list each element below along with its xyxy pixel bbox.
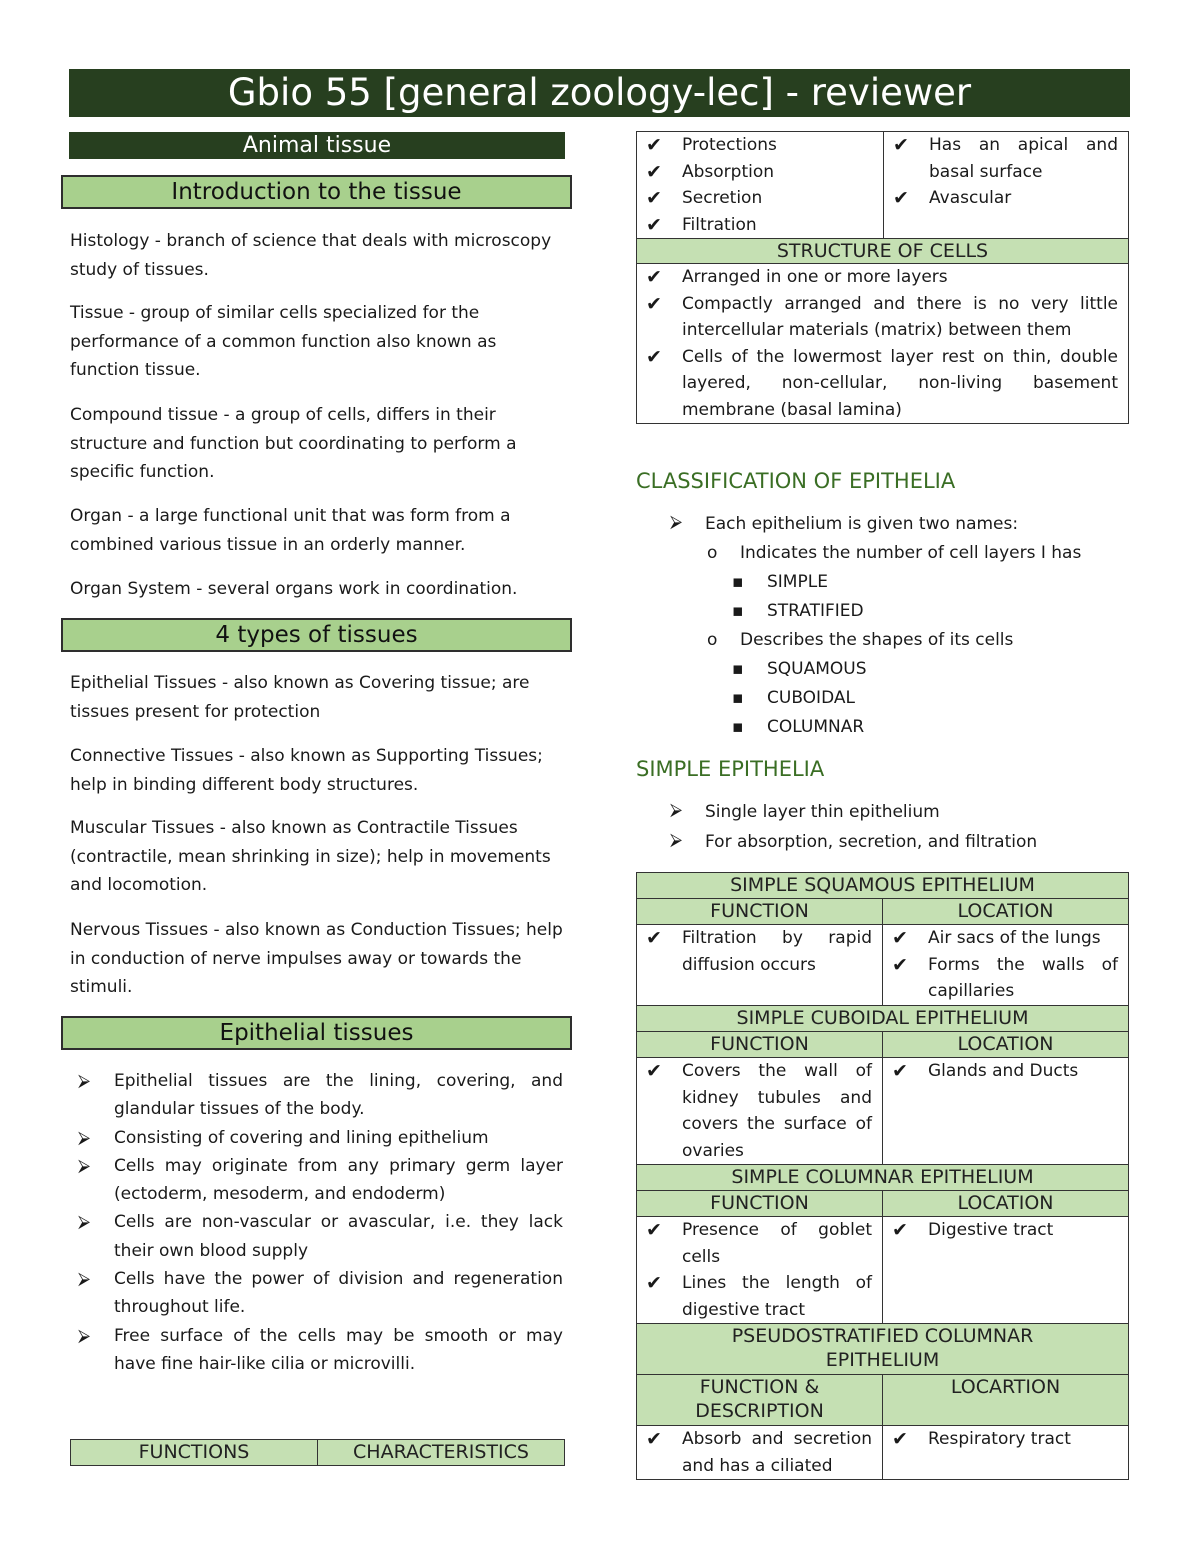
- characteristics-cell: [884, 132, 1129, 239]
- check-icon: ✔: [892, 1060, 908, 1082]
- structure-of-cells-header: STRUCTURE OF CELLS: [637, 239, 1129, 264]
- heading-introduction: Introduction to the tissue: [61, 175, 572, 209]
- paragraph-connective-tissues: Connective Tissues - also known as Supporting Tissues; help in binding different body structures.: [70, 746, 543, 795]
- column-header-function: FUNCTION: [637, 899, 883, 925]
- simple-squamous-header: SIMPLE SQUAMOUS EPITHELIUM: [637, 873, 1129, 899]
- square-bullet-icon: ▪: [732, 659, 744, 679]
- check-icon: ✔: [646, 1060, 662, 1082]
- section-title-animal-tissue: Animal tissue: [69, 132, 565, 159]
- paragraph-epithelial-tissues: Epithelial Tissues - also known as Covering tissue; are tissues present for protection: [70, 673, 530, 722]
- list-item: ✔ Air sacs of the lungs: [883, 925, 1128, 952]
- pseudo-function-cell: [637, 1426, 883, 1480]
- list-item: ✔ Respiratory tract: [883, 1426, 1128, 1453]
- simple-epithelia-list: [636, 800, 1129, 860]
- arrow-bullet-icon: ⮚: [78, 1071, 91, 1091]
- page-title: Gbio 55 [general zoology-lec] - reviewer: [69, 69, 1130, 117]
- check-icon: ✔: [893, 134, 909, 156]
- classification-sub-line: Indicates the number of cell layers I has: [740, 543, 1082, 563]
- list-item: ✔ Digestive tract: [883, 1217, 1128, 1244]
- check-icon: ✔: [646, 213, 662, 236]
- paragraph-compound-tissue: Compound tissue - a group of cells, differs in their structure and function but coordinating to perform a specific function.: [70, 405, 517, 482]
- column-header-functions: FUNCTIONS: [71, 1440, 318, 1466]
- classification-term-squamous: SQUAMOUS: [767, 659, 867, 679]
- list-item: ✔ Absorption: [637, 159, 883, 186]
- list-item: ✔ Filtration by rapid diffusion occurs: [646, 927, 872, 975]
- list-item: ⮚ Consisting of covering and lining epithelium: [70, 1124, 563, 1152]
- paragraph-histology: Histology - branch of science that deals with microscopy study of tissues.: [70, 231, 552, 280]
- check-icon: ✔: [646, 345, 662, 368]
- paragraph-nervous-tissues: Nervous Tissues - also known as Conduction Tissues; help in conduction of nerve impulses away or towards the stimuli.: [70, 920, 563, 997]
- list-item: For absorption, secretion, and filtration: [705, 832, 1038, 852]
- list-item: ✔ Cells of the lowermost layer rest on thin, double layered, non-cellular, non-living basement membrane (basal lamina): [646, 345, 1118, 420]
- simple-epithelium-table: [636, 872, 1129, 1480]
- structure-of-cells-cell: [637, 264, 1129, 424]
- paragraph-organ: Organ - a large functional unit that was form from a combined various tissue in an orderly manner.: [70, 506, 511, 555]
- arrow-bullet-icon: ⮚: [670, 800, 683, 820]
- cuboidal-function-cell: [637, 1058, 883, 1165]
- check-icon: ✔: [646, 927, 662, 949]
- heading-four-types: 4 types of tissues: [61, 618, 572, 652]
- list-item: ⮚ Cells are non-vascular or avascular, i.e. they lack their own blood supply: [70, 1208, 563, 1265]
- simple-cuboidal-header: SIMPLE CUBOIDAL EPITHELIUM: [637, 1006, 1129, 1032]
- column-header-function: FUNCTION: [637, 1191, 883, 1217]
- square-bullet-icon: ▪: [732, 601, 744, 621]
- arrow-bullet-icon: ⮚: [670, 512, 683, 532]
- squamous-function-cell: [637, 925, 883, 1006]
- classification-outline: [636, 512, 1129, 742]
- arrow-bullet-icon: ⮚: [78, 1127, 91, 1148]
- arrow-bullet-icon: ⮚: [670, 830, 683, 850]
- check-icon: ✔: [646, 187, 662, 209]
- list-item: ✔ Filtration: [637, 212, 883, 239]
- cuboidal-location-cell: [883, 1058, 1129, 1165]
- epithelial-bullet-list: [70, 1067, 563, 1378]
- circle-bullet-icon: o: [707, 543, 718, 563]
- list-item: ✔ Compactly arranged and there is no very little intercellular materials (matrix) between them: [646, 292, 1118, 340]
- classification-term-cuboidal: CUBOIDAL: [767, 688, 855, 708]
- list-item: ✔ Has an apical and basal surface: [893, 134, 1118, 182]
- list-item: ⮚ Epithelial tissues are the lining, covering, and glandular tissues of the body.: [70, 1067, 563, 1124]
- paragraph-organ-system: Organ System - several organs work in coordination.: [70, 579, 518, 599]
- check-icon: ✔: [892, 1219, 908, 1241]
- column-header-function-description: FUNCTION & DESCRIPTION: [637, 1375, 883, 1426]
- check-icon: ✔: [892, 1428, 908, 1450]
- list-item: ✔ Protections: [637, 132, 883, 159]
- list-item: ⮚ Free surface of the cells may be smooth or may have fine hair-like cilia or microvilli.: [70, 1322, 563, 1379]
- heading-epithelial-tissues: Epithelial tissues: [61, 1016, 572, 1050]
- arrow-bullet-icon: ⮚: [78, 1212, 91, 1233]
- list-item: ✔ Secretion: [637, 185, 883, 212]
- list-item: ⮚ Cells have the power of division and regeneration throughout life.: [70, 1265, 563, 1322]
- check-icon: ✔: [893, 187, 909, 209]
- pseudostratified-header: PSEUDOSTRATIFIED COLUMNAR EPITHELIUM: [637, 1324, 1129, 1375]
- check-icon: ✔: [892, 927, 908, 949]
- arrow-bullet-icon: ⮚: [78, 1269, 91, 1290]
- column-header-function: FUNCTION: [637, 1032, 883, 1058]
- classification-term-columnar: COLUMNAR: [767, 717, 865, 737]
- heading-classification: CLASSIFICATION OF EPITHELIA: [636, 469, 956, 493]
- functions-characteristics-header-table: [70, 1439, 565, 1466]
- column-header-location: LOCATION: [883, 1032, 1129, 1058]
- arrow-bullet-icon: ⮚: [78, 1325, 91, 1346]
- check-icon: ✔: [646, 266, 662, 288]
- columnar-function-cell: [637, 1217, 883, 1324]
- list-item: ✔ Presence of goblet cells: [646, 1219, 872, 1267]
- check-icon: ✔: [646, 1428, 662, 1450]
- column-header-characteristics: CHARACTERISTICS: [318, 1440, 565, 1466]
- list-item: Single layer thin epithelium: [705, 802, 940, 822]
- squamous-location-cell: [883, 925, 1129, 1006]
- list-item: ⮚ Cells may originate from any primary germ layer (ectoderm, mesoderm, and endoderm): [70, 1152, 563, 1209]
- classification-term-simple: SIMPLE: [767, 572, 828, 592]
- column-header-location: LOCATION: [883, 899, 1129, 925]
- list-item: ✔ Covers the wall of kidney tubules and covers the surface of ovaries: [646, 1060, 872, 1161]
- paragraph-tissue: Tissue - group of similar cells specialized for the performance of a common function also known as function tissue.: [70, 303, 497, 380]
- column-header-location: LOCATION: [883, 1191, 1129, 1217]
- simple-columnar-header: SIMPLE COLUMNAR EPITHELIUM: [637, 1165, 1129, 1191]
- list-item: ✔ Forms the walls of capillaries: [892, 953, 1118, 1001]
- square-bullet-icon: ▪: [732, 572, 744, 592]
- classification-line: Each epithelium is given two names:: [705, 514, 1019, 534]
- check-icon: ✔: [892, 953, 908, 976]
- square-bullet-icon: ▪: [732, 717, 744, 737]
- square-bullet-icon: ▪: [732, 688, 744, 708]
- functions-characteristics-table: [636, 131, 1129, 424]
- paragraph-muscular-tissues: Muscular Tissues - also known as Contractile Tissues (contractile, mean shrinking in size); help in movements and locomotion.: [70, 818, 551, 895]
- check-icon: ✔: [646, 160, 662, 183]
- functions-cell: [637, 132, 884, 239]
- check-icon: ✔: [646, 1272, 662, 1294]
- classification-term-stratified: STRATIFIED: [767, 601, 864, 621]
- check-icon: ✔: [646, 134, 662, 156]
- classification-sub-line: Describes the shapes of its cells: [740, 630, 1014, 650]
- list-item: ✔ Absorb and secretion and has a ciliated: [646, 1428, 872, 1476]
- list-item: ✔ Glands and Ducts: [883, 1058, 1128, 1085]
- columnar-location-cell: [883, 1217, 1129, 1324]
- pseudo-location-cell: [883, 1426, 1129, 1480]
- list-item: ✔ Avascular: [884, 185, 1128, 212]
- list-item: ✔ Lines the length of digestive tract: [646, 1272, 872, 1320]
- circle-bullet-icon: o: [707, 630, 718, 650]
- column-header-locartion: LOCARTION: [883, 1375, 1129, 1426]
- heading-simple-epithelia: SIMPLE EPITHELIA: [636, 757, 825, 781]
- list-item: ✔ Arranged in one or more layers: [637, 264, 1128, 291]
- arrow-bullet-icon: ⮚: [78, 1155, 91, 1176]
- check-icon: ✔: [646, 1219, 662, 1241]
- check-icon: ✔: [646, 292, 662, 315]
